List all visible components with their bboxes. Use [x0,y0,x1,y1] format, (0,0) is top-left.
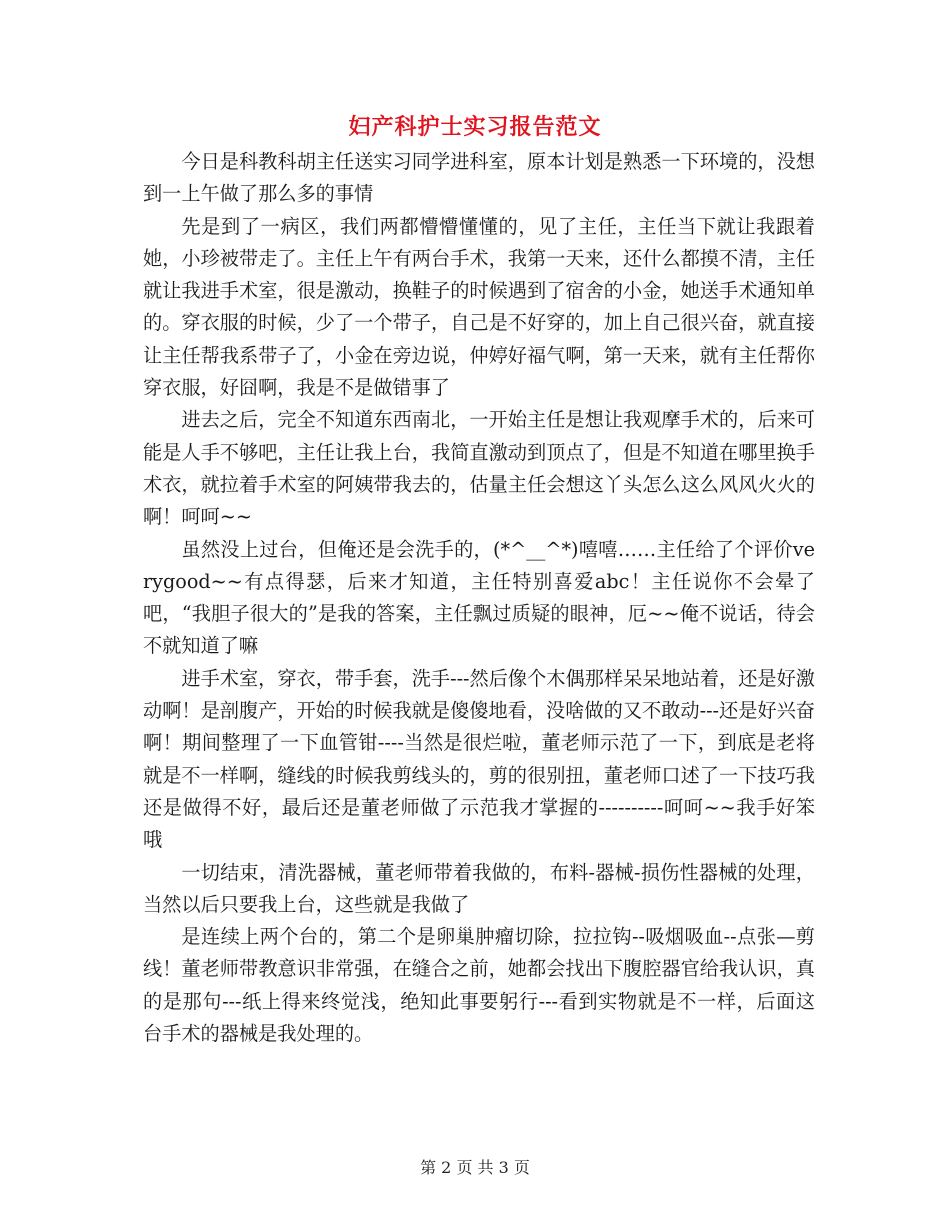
paragraph: 进手术室，穿衣，带手套，洗手---然后像个木偶那样呆呆地站着，还是好激动啊！是剖腹产，开始的时候我就是傻傻地看，没啥做的又不敢动---还是好兴奋啊！期间整理了一下血管钳----当然是很烂啦，董老师示范了一下，到底是老将就是不一样啊，缝线的时候我剪线头的，剪的很别扭，董老师口述了一下技巧我还是做得不好，最后还是董老师做了示范我才掌握的----------呵呵~~我手好笨哦 [143,666,815,852]
paragraph: 是连续上两个台的，第二个是卵巢肿瘤切除，拉拉钩--吸烟吸血--点张—剪线！董老师带教意识非常强，在缝合之前，她都会找出下腹腔器官给我认识，真的是那句---纸上得来终觉浅，绝知此事要躬行---看到实物就是不一样，后面这台手术的器械是我处理的。 [143,925,815,1046]
paragraph: 虽然没上过台，但俺还是会洗手的，(*^__^*)嘻嘻……主任给了个评价verygood~~有点得瑟，后来才知道，主任特别喜爱abc！主任说你不会晕了吧，“我胆子很大的”是我的答案，主任飘过质疑的眼神，厄~~俺不说话，待会不就知道了嘛 [143,537,815,658]
paragraph: 今日是科教科胡主任送实习同学进科室，原本计划是熟悉一下环境的，没想到一上午做了那么多的事情 [143,150,815,206]
document-title: 妇产科护士实习报告范文 [348,114,602,140]
paragraph: 先是到了一病区，我们两都懵懵懂懂的，见了主任，主任当下就让我跟着她，小珍被带走了。主任上午有两台手术，我第一天来，还什么都摸不清，主任就让我进手术室，很是激动，换鞋子的时候遇到了宿舍的小金，她送手术通知单的。穿衣服的时候，少了一个带子，自己是不好穿的，加上自己很兴奋，就直接让主任帮我系带子了，小金在旁边说，仲婷好福气啊，第一天来，就有主任帮你穿衣服，好囧啊，我是不是做错事了 [143,214,815,400]
page-number-footer: 第 2 页 共 3 页 [420,1158,530,1177]
paragraph: 进去之后，完全不知道东西南北，一开始主任是想让我观摩手术的，后来可能是人手不够吧，主任让我上台，我简直激动到顶点了，但是不知道在哪里换手术衣，就拉着手术室的阿姨带我去的，估量主任会想这丫头怎么这么风风火火的啊！呵呵~~ [143,408,815,529]
document-body [143,146,815,1050]
paragraph: 一切结束，清洗器械，董老师带着我做的，布料-器械-损伤性器械的处理，当然以后只要我上台，这些就是我做了 [143,860,815,916]
